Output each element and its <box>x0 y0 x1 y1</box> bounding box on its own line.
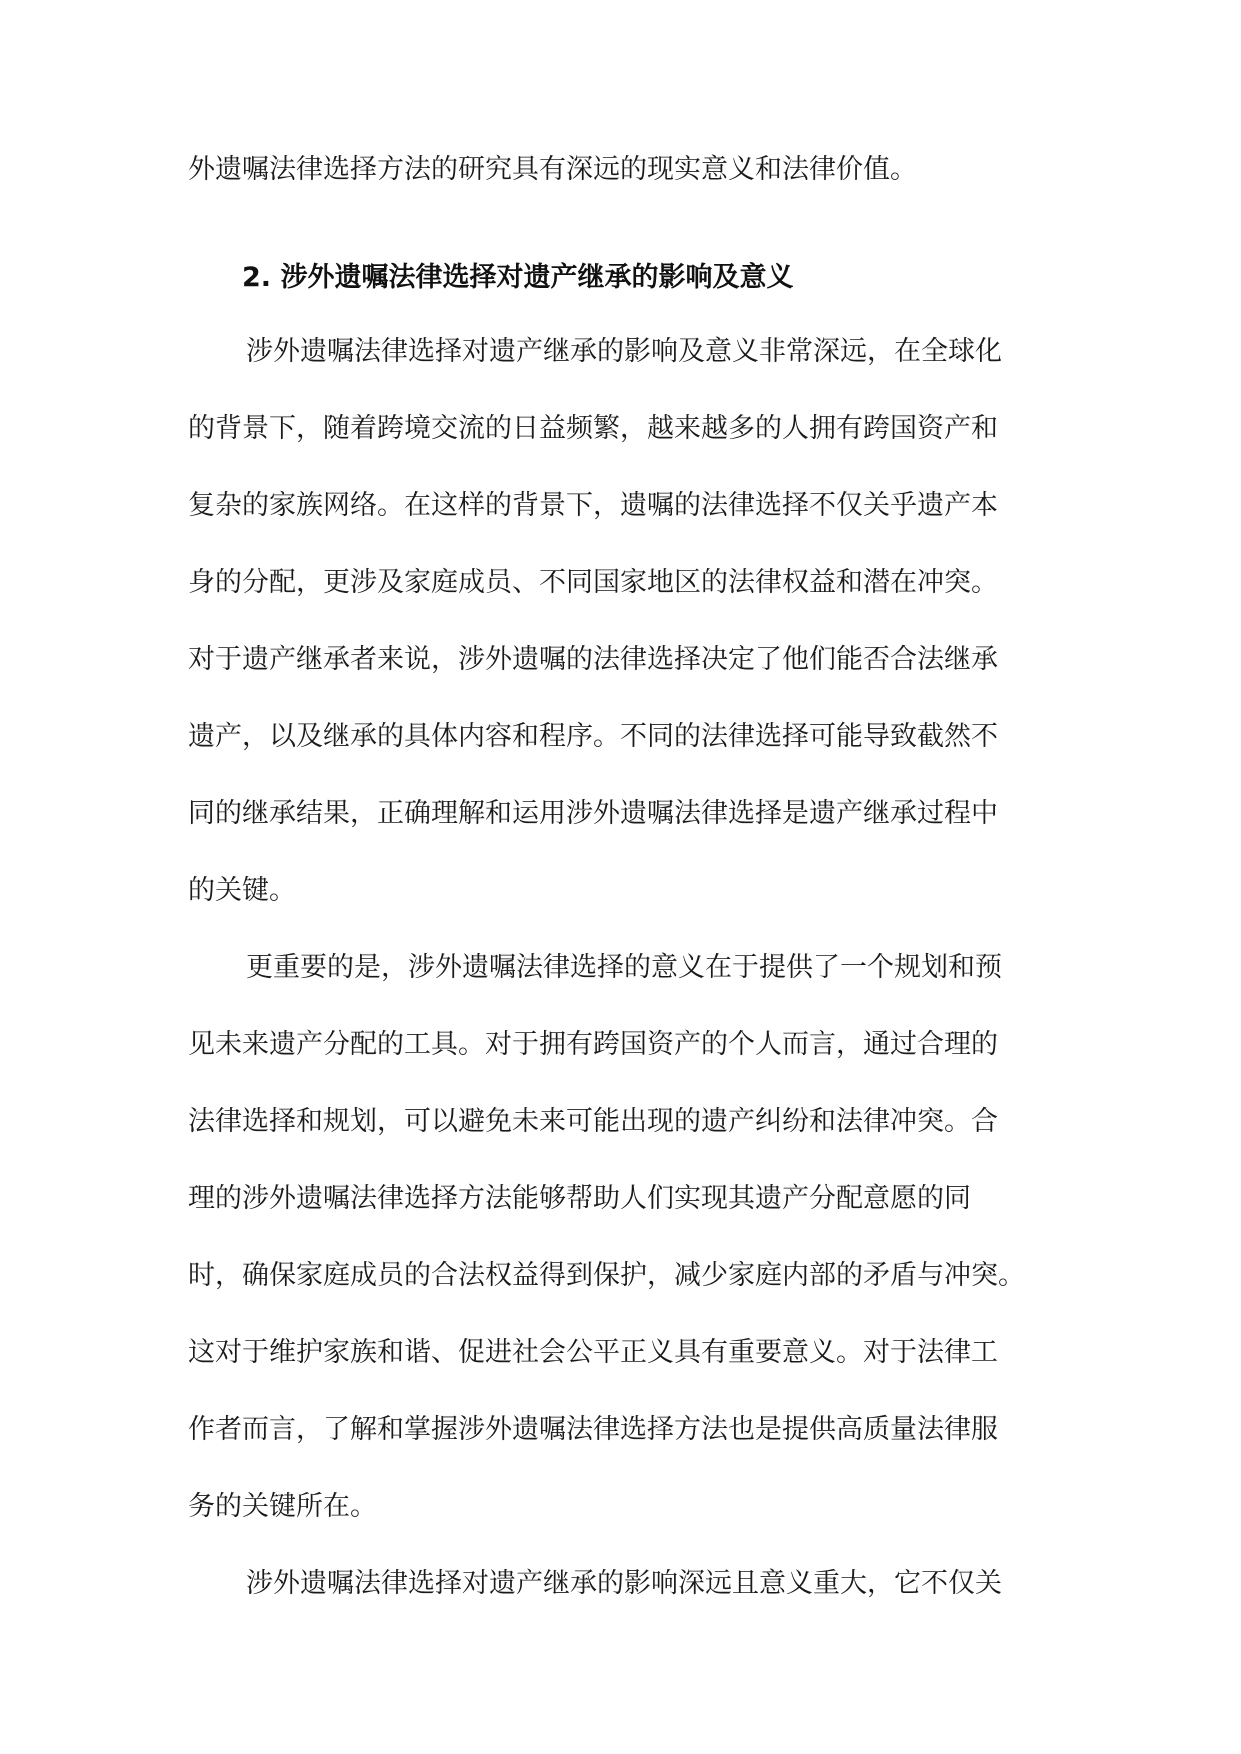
paragraph-1-line-4: 身的分配，更涉及家庭成员、不同国家地区的法律权益和潜在冲突。 <box>188 567 998 598</box>
section-heading: 2. 涉外遗嘱法律选择对遗产继承的影响及意义 <box>242 262 794 293</box>
intro-text-line: 外遗嘱法律选择方法的研究具有深远的现实意义和法律价值。 <box>188 154 917 185</box>
paragraph-2-line-1: 更重要的是，涉外遗嘱法律选择的意义在于提供了一个规划和预 <box>246 952 1002 983</box>
paragraph-1-line-8: 的关键。 <box>188 875 296 906</box>
paragraph-1-line-1: 涉外遗嘱法律选择对遗产继承的影响及意义非常深远，在全球化 <box>246 336 1002 367</box>
paragraph-1-line-7: 同的继承结果，正确理解和运用涉外遗嘱法律选择是遗产继承过程中 <box>188 798 998 829</box>
paragraph-1-line-6: 遗产，以及继承的具体内容和程序。不同的法律选择可能导致截然不 <box>188 721 998 752</box>
paragraph-1-line-5: 对于遗产继承者来说，涉外遗嘱的法律选择决定了他们能否合法继承 <box>188 644 998 675</box>
paragraph-1-line-3: 复杂的家族网络。在这样的背景下，遗嘱的法律选择不仅关乎遗产本 <box>188 490 998 521</box>
paragraph-2-line-7: 作者而言，了解和掌握涉外遗嘱法律选择方法也是提供高质量法律服 <box>188 1414 998 1445</box>
paragraph-1-line-2: 的背景下，随着跨境交流的日益频繁，越来越多的人拥有跨国资产和 <box>188 413 998 444</box>
paragraph-2-line-3: 法律选择和规划，可以避免未来可能出现的遗产纠纷和法律冲突。合 <box>188 1106 998 1137</box>
paragraph-2-line-6: 这对于维护家族和谐、促进社会公平正义具有重要意义。对于法律工 <box>188 1337 998 1368</box>
paragraph-2-line-5: 时，确保家庭成员的合法权益得到保护，减少家庭内部的矛盾与冲突。 <box>188 1260 1025 1291</box>
paragraph-3-line-1: 涉外遗嘱法律选择对遗产继承的影响深远且意义重大，它不仅关 <box>246 1568 1002 1599</box>
paragraph-2-line-8: 务的关键所在。 <box>188 1491 377 1522</box>
paragraph-2-line-2: 见未来遗产分配的工具。对于拥有跨国资产的个人而言，通过合理的 <box>188 1029 998 1060</box>
paragraph-2-line-4: 理的涉外遗嘱法律选择方法能够帮助人们实现其遗产分配意愿的同 <box>188 1183 971 1214</box>
